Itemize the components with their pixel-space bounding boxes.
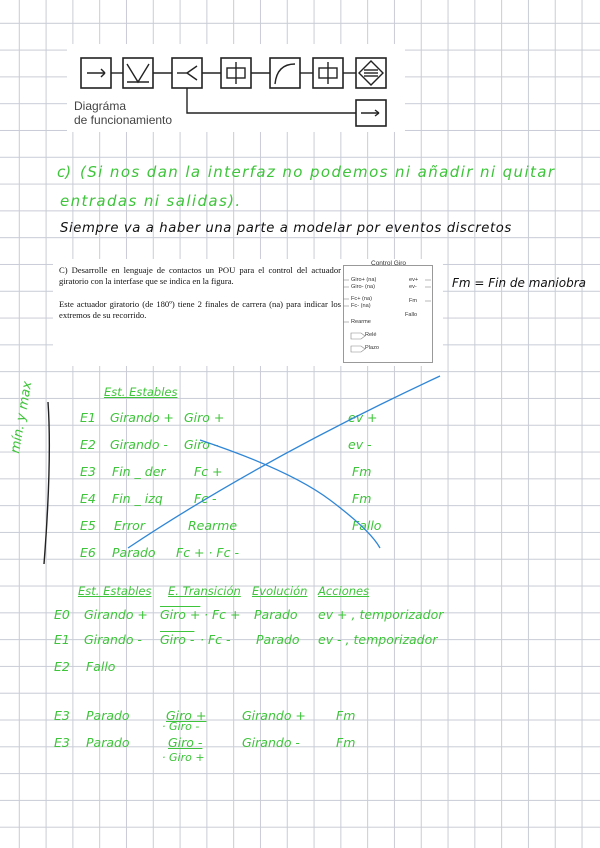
t1-name: Girando - [110,437,168,452]
table1-header: Est. Estables [104,385,178,399]
t2-actions: Fm [336,735,356,750]
t1-state: E4 [80,491,96,506]
t2-transition-rest: · Fc + [204,607,241,622]
t2-name: Girando + [84,607,148,622]
t2-actions: ev + , temporizador [318,607,444,622]
t2-evolution: Parado [256,632,300,647]
t1-state: E1 [80,410,96,425]
cg-input-3: Fc+ (na) [351,296,372,302]
t1-output: Fallo [352,518,382,533]
t1-output: Fm [352,491,372,506]
t2-header-transition: E. Transición [168,584,241,598]
t2-state: E0 [54,607,70,622]
t1-output: Fm [352,464,372,479]
t1-name: Fin _ izq [112,491,163,506]
t2-header-evolution: Evolución [252,584,308,598]
cg-input-2: Giro- (na) [351,284,375,290]
t1-input: Fc - [194,491,217,506]
cg-param-2: Plazo [365,345,379,351]
t2-name: Parado [86,735,130,750]
t2-transition: Giro - [168,735,203,750]
problem-paragraph-1: C) Desarrolle en lenguaje de contactos un POU para el control del actuador giratorio con la interfase que se indica en la figura. [59,265,341,286]
diagram-caption-1: Diagráma [74,99,127,113]
t2-state: E3 [54,708,70,723]
t2-state: E2 [54,659,70,674]
cg-input-5: Rearme [351,319,371,325]
t2-state: E1 [54,632,70,647]
control-giro-title: Control Giro [371,260,407,267]
side-note: mín. y max [8,380,36,455]
t2-transition: Giro + [166,708,207,723]
cg-input-1: Giro+ (na) [351,277,377,283]
cg-output-3: Fm [409,298,418,304]
fm-note: Fm = Fin de maniobra [452,276,586,290]
t1-state: E3 [80,464,96,479]
cg-input-4: Fc- (na) [351,303,371,309]
t2-name: Girando - [84,632,142,647]
t1-output: ev + [348,410,378,425]
cg-param-1: Relé [365,332,377,338]
t1-input: Giro + [184,410,225,425]
cg-output-1: ev+ [409,277,419,283]
diagram-caption-2: de funcionamiento [74,113,173,127]
t1-input: Giro - [184,437,219,452]
note-c-line1: (Si nos dan la interfaz no podemos ni añadir ni quitar [80,163,556,181]
t1-name: Fin _ der [112,464,166,479]
t2-transition: Giro + [160,607,201,622]
t2-transition: Giro - [160,632,195,647]
t1-state: E5 [80,518,96,533]
t1-name: Parado [112,545,156,560]
t2-name: Fallo [86,659,116,674]
t2-evolution: Girando - [242,735,300,750]
note-discrete-events: Siempre va a haber una parte a modelar por eventos discretos [60,221,512,236]
t2-state: E3 [54,735,70,750]
t1-name: Girando + [110,410,174,425]
t2-transition-2: · Giro - [162,720,200,733]
t2-transition-rest: · Fc - [200,632,231,647]
t2-actions: Fm [336,708,356,723]
t1-state: E6 [80,545,96,560]
t2-header-states: Est. Estables [78,584,152,598]
t2-header-actions: Acciones [318,584,370,598]
t1-input: Fc + [194,464,223,479]
note-c-label: c) [57,163,72,181]
t1-state: E2 [80,437,96,452]
t2-name: Parado [86,708,130,723]
t1-name: Error [114,518,145,533]
t1-input: Fc + · Fc - [176,545,239,560]
t1-input: Rearme [188,518,238,533]
note-c-line2: entradas ni salidas). [60,192,242,210]
t2-actions: ev - , temporizador [318,632,438,647]
t2-transition-2: · Giro + [162,751,205,764]
cg-output-2: ev- [409,284,417,290]
t1-output: ev - [348,437,372,452]
t2-evolution: Girando + [242,708,306,723]
problem-paragraph-2: Este actuador giratorio (de 180º) tiene 2 finales de carrera (na) para indicar los extremos de su recorrido. [59,299,341,320]
t2-evolution: Parado [254,607,298,622]
cg-output-4: Fallo [405,312,418,318]
